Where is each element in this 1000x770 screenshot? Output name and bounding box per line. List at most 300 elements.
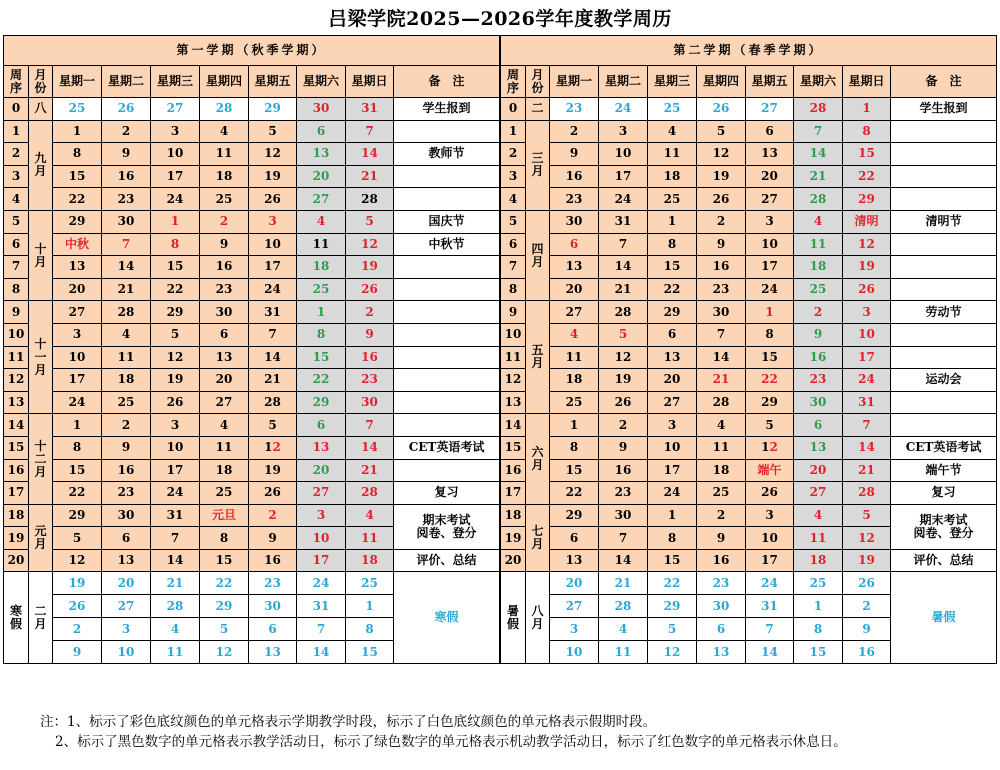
day-cell: 17 [599,165,648,188]
note-cell: 国庆节 [394,210,500,233]
note-cell: 教师节 [394,143,500,166]
day-cell: 29 [843,188,891,211]
week-row [501,120,997,143]
day-cell: 24 [599,188,648,211]
week-number: 0 [4,98,29,121]
week-number: 20 [4,549,29,572]
day-cell: 6 [648,323,697,346]
day-cell: 17 [151,165,200,188]
day-cell: 16 [599,459,648,482]
vacation-day-cell: 7 [746,618,794,641]
vacation-day-cell: 26 [53,595,102,618]
day-cell: 21 [102,278,151,301]
semester-1-panel [3,35,500,689]
week-row [501,210,997,233]
day-cell: 2 [794,301,843,324]
day-cell: 26 [151,391,200,414]
vacation-day-cell: 14 [746,641,794,664]
vacation-day-cell: 25 [794,572,843,595]
weekday-header: 星期五 [746,66,794,98]
day-cell: 21 [249,369,297,392]
note-cell [891,323,997,346]
day-cell: 13 [200,346,249,369]
day-cell: 13 [297,143,346,166]
day-cell: 15 [151,256,200,279]
day-cell: 5 [843,504,891,527]
day-cell: 8 [53,143,102,166]
day-cell: 25 [648,188,697,211]
week-row [501,323,997,346]
day-cell: 13 [550,256,599,279]
day-cell: 16 [346,346,394,369]
day-cell: 22 [151,278,200,301]
day-cell: 4 [102,323,151,346]
day-cell: 25 [102,391,151,414]
month-label: 二 [526,98,550,121]
day-cell: 28 [794,188,843,211]
day-cell: 3 [843,301,891,324]
day-cell: 18 [697,459,746,482]
day-cell: 15 [297,346,346,369]
week-row [4,482,500,505]
day-cell: 17 [297,549,346,572]
day-cell: 1 [151,210,200,233]
day-cell: 30 [102,210,151,233]
note-cell [394,256,500,279]
vacation-month: 二 月 [29,572,53,664]
day-cell: 14 [843,436,891,459]
day-cell: 9 [550,143,599,166]
vacation-day-cell: 20 [550,572,599,595]
note-cell: 期末考试 阅卷、登分 [394,504,500,549]
day-cell: 24 [53,391,102,414]
vacation-day-cell: 31 [297,595,346,618]
week-row [4,414,500,437]
day-cell: 10 [151,436,200,459]
day-cell: 23 [102,188,151,211]
day-cell: 14 [151,549,200,572]
note-cell [891,256,997,279]
vacation-day-cell: 4 [151,618,200,641]
note-cell: 学生报到 [891,98,997,121]
day-cell: 2 [102,414,151,437]
vacation-day-cell: 24 [746,572,794,595]
week-row [501,414,997,437]
week-row [4,301,500,324]
week-row [4,323,500,346]
day-cell: 6 [297,120,346,143]
day-cell: 24 [648,482,697,505]
day-cell: 26 [249,482,297,505]
day-cell: 5 [697,120,746,143]
week-number: 2 [501,143,526,166]
week-row [501,459,997,482]
vacation-day-cell: 23 [697,572,746,595]
day-cell: 6 [102,527,151,550]
day-cell: 14 [794,143,843,166]
day-cell: 1 [53,120,102,143]
day-cell: 4 [794,210,843,233]
day-cell: 12 [249,436,297,459]
vacation-day-cell: 15 [794,641,843,664]
column-header-row [4,66,500,98]
vacation-day-cell: 11 [151,641,200,664]
day-cell: 31 [843,391,891,414]
day-cell: 22 [297,369,346,392]
day-cell: 27 [746,188,794,211]
day-cell: 29 [550,504,599,527]
day-cell: 元旦 [200,504,249,527]
vacation-day-cell: 19 [53,572,102,595]
vacation-day-cell: 5 [200,618,249,641]
day-cell: 19 [151,369,200,392]
day-cell: 27 [151,98,200,121]
day-cell: 13 [746,143,794,166]
day-cell: 5 [746,414,794,437]
day-cell: 21 [697,369,746,392]
vacation-day-cell: 31 [746,595,794,618]
note-cell: 劳动节 [891,301,997,324]
day-cell: 2 [200,210,249,233]
weekday-header: 星期日 [346,66,394,98]
month-label: 三 月 [526,120,550,210]
vacation-row [4,572,500,595]
note-cell [394,414,500,437]
vacation-day-cell: 11 [599,641,648,664]
day-cell: 28 [346,188,394,211]
note-cell: 评价、总结 [394,549,500,572]
day-cell: 21 [843,459,891,482]
day-cell: 30 [697,301,746,324]
day-cell: 19 [346,256,394,279]
day-cell: 10 [746,527,794,550]
week-number: 4 [4,188,29,211]
day-cell: 12 [249,143,297,166]
day-cell: 14 [249,346,297,369]
day-cell: 15 [53,459,102,482]
week-row [4,369,500,392]
vacation-day-cell: 16 [843,641,891,664]
week-number: 1 [4,120,29,143]
day-cell: 5 [53,527,102,550]
day-cell: 7 [102,233,151,256]
day-cell: 10 [648,436,697,459]
day-cell: 2 [346,301,394,324]
day-cell: 8 [200,527,249,550]
day-cell: 19 [249,165,297,188]
day-cell: 28 [599,301,648,324]
day-cell: 10 [151,143,200,166]
day-cell: 30 [794,391,843,414]
day-cell: 28 [843,482,891,505]
day-cell: 20 [200,369,249,392]
day-cell: 31 [151,504,200,527]
day-cell: 11 [102,346,151,369]
weekday-header: 星期六 [297,66,346,98]
day-cell: 7 [599,233,648,256]
day-cell: 25 [697,482,746,505]
day-cell: 1 [550,414,599,437]
day-cell: 15 [53,165,102,188]
week-number: 15 [501,436,526,459]
day-cell: 25 [200,188,249,211]
day-cell: 29 [297,391,346,414]
weekday-header: 星期六 [794,66,843,98]
note-cell: 复习 [394,482,500,505]
day-cell: 13 [53,256,102,279]
week-row [501,369,997,392]
day-cell: 16 [249,549,297,572]
day-cell: 7 [599,527,648,550]
day-cell: 18 [200,165,249,188]
day-cell: 25 [200,482,249,505]
week-number: 7 [501,256,526,279]
week-number: 9 [4,301,29,324]
day-cell: 13 [297,436,346,459]
vacation-day-cell: 2 [843,595,891,618]
note-cell [394,459,500,482]
day-cell: 2 [249,504,297,527]
day-cell: 17 [648,459,697,482]
note-cell [891,278,997,301]
day-cell: 27 [550,301,599,324]
vacation-day-cell: 20 [102,572,151,595]
day-cell: 2 [697,504,746,527]
day-cell: 7 [794,120,843,143]
vacation-day-cell: 4 [599,618,648,641]
weekday-header: 星期四 [200,66,249,98]
week-row [4,188,500,211]
day-cell: 14 [346,436,394,459]
day-cell: 29 [746,391,794,414]
day-cell: 7 [346,120,394,143]
vacation-day-cell: 2 [53,618,102,641]
note-cell [891,346,997,369]
week-number: 12 [4,369,29,392]
day-cell: 18 [794,256,843,279]
day-cell: 24 [599,98,648,121]
semester-title-row [501,36,997,66]
week-row [4,436,500,459]
day-cell: 5 [249,414,297,437]
notes-header: 备 注 [394,66,500,98]
day-cell: 17 [53,369,102,392]
day-cell: 21 [794,165,843,188]
note-cell [891,188,997,211]
week-number: 3 [4,165,29,188]
day-cell: 16 [102,165,151,188]
vacation-day-cell: 12 [200,641,249,664]
week-number: 0 [501,98,526,121]
day-cell: 11 [794,233,843,256]
weekday-header: 星期一 [550,66,599,98]
month-header: 月 份 [29,66,53,98]
week-number: 18 [501,504,526,527]
day-cell: 23 [346,369,394,392]
day-cell: 18 [297,256,346,279]
day-cell: 22 [843,165,891,188]
day-cell: 5 [346,210,394,233]
day-cell: 29 [249,98,297,121]
note-cell [394,165,500,188]
day-cell: 1 [297,301,346,324]
day-cell: 1 [843,98,891,121]
vacation-day-cell: 22 [200,572,249,595]
day-cell: 27 [297,188,346,211]
vacation-day-cell: 22 [648,572,697,595]
day-cell: 6 [550,233,599,256]
vacation-day-cell: 14 [297,641,346,664]
day-cell: 3 [151,414,200,437]
day-cell: 27 [53,301,102,324]
day-cell: 14 [599,549,648,572]
day-cell: 17 [746,256,794,279]
weekday-header: 星期五 [249,66,297,98]
day-cell: 5 [151,323,200,346]
week-number: 5 [501,210,526,233]
note-cell [891,233,997,256]
weekday-header: 星期一 [53,66,102,98]
note-cell [394,301,500,324]
day-cell: 26 [599,391,648,414]
month-label: 六 月 [526,414,550,504]
week-number: 6 [501,233,526,256]
note-cell [394,369,500,392]
day-cell: 10 [249,233,297,256]
day-cell: 26 [249,188,297,211]
day-cell: 20 [648,369,697,392]
day-cell: 2 [102,120,151,143]
day-cell: 12 [599,346,648,369]
week-header: 周 序 [4,66,29,98]
day-cell: 1 [648,210,697,233]
day-cell: 8 [843,120,891,143]
note-cell [394,188,500,211]
day-cell: 3 [53,323,102,346]
week-number: 7 [4,256,29,279]
day-cell: 24 [151,188,200,211]
day-cell: 4 [346,504,394,527]
week-number: 13 [501,391,526,414]
day-cell: 11 [648,143,697,166]
day-cell: 8 [648,233,697,256]
week-row [501,346,997,369]
vacation-title: 暑假 [891,572,997,664]
note-cell [394,346,500,369]
week-header: 周 序 [501,66,526,98]
weekday-header: 星期二 [599,66,648,98]
day-cell: 18 [550,369,599,392]
day-cell: 24 [843,369,891,392]
day-cell: 20 [297,459,346,482]
day-cell: 15 [648,256,697,279]
vacation-day-cell: 3 [102,618,151,641]
day-cell: 22 [648,278,697,301]
footnote-1: 注：1、标示了彩色底纹颜色的单元格表示学期教学时段，标示了白色底纹颜色的单元格表示假期时段。 [40,714,657,730]
day-cell: 18 [346,549,394,572]
day-cell: 26 [102,98,151,121]
week-row [501,301,997,324]
week-row [4,210,500,233]
day-cell: 14 [346,143,394,166]
day-cell: 14 [697,346,746,369]
day-cell: 16 [697,256,746,279]
day-cell: 9 [697,233,746,256]
week-number: 19 [501,527,526,550]
day-cell: 22 [53,482,102,505]
semester-title-row [4,36,500,66]
day-cell: 28 [346,482,394,505]
day-cell: 20 [53,278,102,301]
day-cell: 22 [53,188,102,211]
day-cell: 中秋 [53,233,102,256]
day-cell: 6 [746,120,794,143]
day-cell: 9 [102,143,151,166]
vacation-day-cell: 15 [346,641,394,664]
week-number: 9 [501,301,526,324]
day-cell: 9 [794,323,843,346]
weekday-header: 星期日 [843,66,891,98]
day-cell: 11 [550,346,599,369]
day-cell: 4 [648,120,697,143]
semester-2-table [500,35,997,664]
note-cell: 学生报到 [394,98,500,121]
week-number: 17 [501,482,526,505]
day-cell: 8 [648,527,697,550]
note-cell [891,120,997,143]
month-label: 四 月 [526,210,550,300]
note-cell: 评价、总结 [891,549,997,572]
day-cell: 12 [746,436,794,459]
week-number: 17 [4,482,29,505]
day-cell: 9 [249,527,297,550]
vacation-day-cell: 25 [346,572,394,595]
semester-1-table [3,35,500,664]
day-cell: 21 [346,165,394,188]
vacation-day-cell: 7 [297,618,346,641]
vacation-day-cell: 8 [794,618,843,641]
day-cell: 3 [297,504,346,527]
week-row [501,391,997,414]
week-row [4,278,500,301]
week-row [501,98,997,121]
day-cell: 3 [599,120,648,143]
day-cell: 12 [843,527,891,550]
week-row [4,391,500,414]
vacation-day-cell: 9 [53,641,102,664]
day-cell: 11 [200,143,249,166]
day-cell: 27 [794,482,843,505]
week-row [501,436,997,459]
day-cell: 11 [200,436,249,459]
day-cell: 9 [346,323,394,346]
note-cell [891,143,997,166]
week-row [4,549,500,572]
vacation-day-cell: 5 [648,618,697,641]
day-cell: 21 [346,459,394,482]
page-title: 吕梁学院2025—2026学年度教学周历 [328,8,672,30]
day-cell: 8 [53,436,102,459]
day-cell: 3 [648,414,697,437]
week-number: 3 [501,165,526,188]
day-cell: 4 [200,414,249,437]
semester-title: 第二学期（春季学期） [501,36,997,66]
day-cell: 11 [697,436,746,459]
day-cell: 9 [599,436,648,459]
vacation-day-cell: 27 [102,595,151,618]
vacation-day-cell: 12 [648,641,697,664]
week-row [501,256,997,279]
